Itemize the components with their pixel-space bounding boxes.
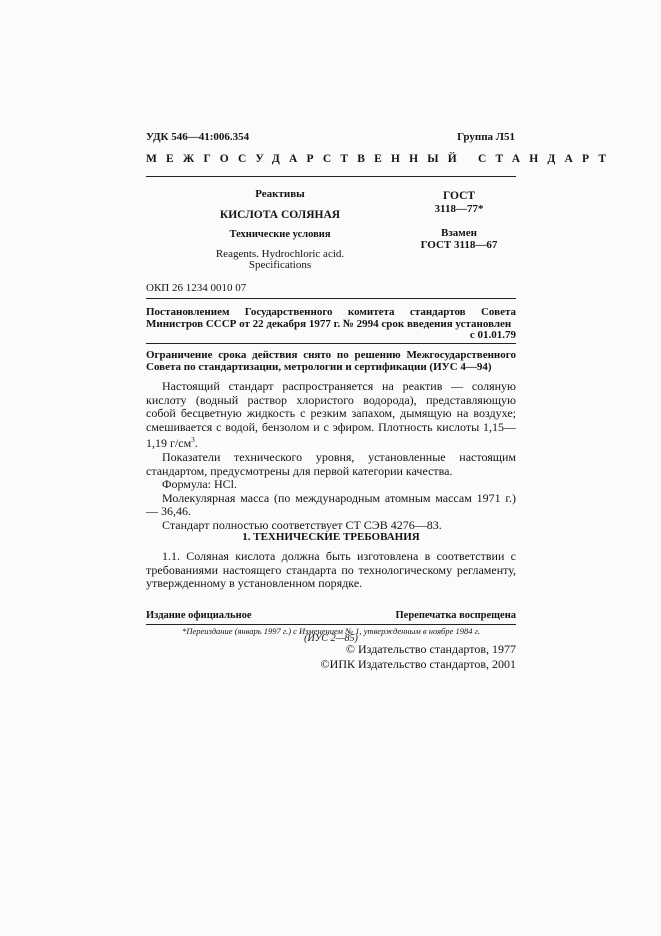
body-paragraph-formula: Формула: HCl. xyxy=(162,477,238,492)
decree-date: с 01.01.79 xyxy=(469,329,516,341)
replaces-number: ГОСТ 3118—67 xyxy=(420,239,498,251)
section-body xyxy=(146,550,516,591)
section-heading: 1. ТЕХНИЧЕСКИЕ ТРЕБОВАНИЯ xyxy=(242,531,420,543)
body-paragraph-quality: Показатели технического уровня, установленные настоящим стандартом, предусмотрены для первой категории качества. xyxy=(146,449,516,478)
reprint-notice: Перепечатка воспрещена xyxy=(395,610,516,621)
body-paragraph-mass: Молекулярная масса (по международным атомным массам 1971 г.) — 36,46. xyxy=(146,490,516,519)
group-code: Группа Л51 xyxy=(457,131,515,143)
body-text xyxy=(146,380,516,533)
footer-divider xyxy=(146,624,516,625)
doc-subtitle: Технические условия xyxy=(229,229,331,240)
okp-divider xyxy=(146,298,516,299)
doc-category: Реактивы xyxy=(255,188,305,200)
english-title-line1: Reagents. Hydrochloric acid. xyxy=(215,248,345,260)
section-paragraph-1-1: 1.1. Соляная кислота должна быть изготовлена в соответствии с требованиями настоящего стандарта по технологическому регламенту, утвержденному в установленном порядке. xyxy=(146,549,516,591)
decree-text: Постановлением Государственного комитета стандартов Совета Министров СССР от 22 декабря 1977 г. № 2994 срок введения установлен xyxy=(146,306,516,330)
official-edition: Издание официальное xyxy=(146,610,252,621)
okp-code: ОКП 26 1234 0010 07 xyxy=(146,282,247,294)
decree-divider xyxy=(146,343,516,344)
body-paragraph-scope: Настоящий стандарт распространяется на реактив — соляную кислоту (водный раствор хлористого водорода), представляющую собой бесцветную жидкость с резким запахом, дымящую на воздухе; смешивается с водой, бензолом и с эфиром. Плотность кислоты 1,15—1,19 $г/см^3$. xyxy=(146,379,516,451)
copyright-2001: ©ИПК Издательство стандартов, 2001 xyxy=(320,657,516,671)
gost-label: ГОСТ xyxy=(442,190,476,202)
replaces-label: Взамен xyxy=(441,227,477,239)
header-divider xyxy=(146,176,516,177)
english-title-line2: Specifications xyxy=(248,259,312,271)
udk-code: УДК 546—41:006.354 xyxy=(146,131,250,143)
reissue-note-ius: (ИУС 2—85) xyxy=(304,633,358,644)
reissue-note: *Переиздание (январь 1997 г.) с Изменением № 1, утвержденным в ноябре 1984 г. xyxy=(182,626,480,636)
restriction-note: Ограничение срока действия снято по решению Межгосударственного Совета по стандартизации, метрологии и сертификации (ИУС 4—94) xyxy=(146,349,516,373)
doc-title: КИСЛОТА СОЛЯНАЯ xyxy=(219,209,341,221)
body-paragraph-compliance: Стандарт полностью соответствует СТ СЭВ 4276—83. xyxy=(162,517,442,532)
copyright-1977: © Издательство стандартов, 1977 xyxy=(345,642,516,656)
standard-type: МЕЖГОСУДАРСТВЕННЫЙ СТАНДАРТ xyxy=(146,153,616,165)
gost-number: 3118—77* xyxy=(434,203,484,215)
